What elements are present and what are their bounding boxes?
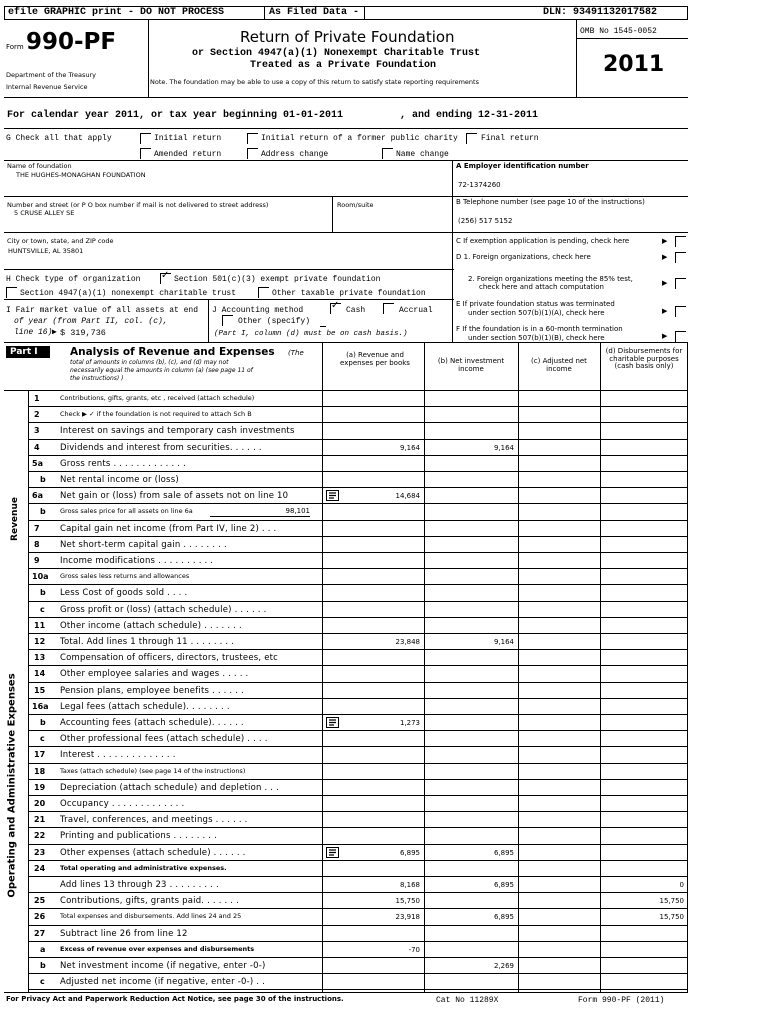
line-number: c xyxy=(40,734,45,744)
section-4947-checkbox[interactable] xyxy=(6,287,17,298)
form-footer: Form 990-PF (2011) xyxy=(578,996,665,1005)
part1-desc-1: total of amounts in columns (b), (c), and (d) may not xyxy=(70,359,229,366)
d1-foreign-checkbox[interactable] xyxy=(675,252,686,263)
accrual-method-label: Accrual xyxy=(399,306,433,315)
name-change-label: Name change xyxy=(396,150,449,159)
d2-foreign-text-2: check here and attach computation xyxy=(479,283,604,291)
amount-a: 1,273 xyxy=(399,719,420,727)
row-divider xyxy=(28,746,688,747)
line-number: b xyxy=(40,961,46,970)
cash-method-checkbox[interactable] xyxy=(330,303,341,314)
part1-title: Analysis of Revenue and Expenses xyxy=(70,346,275,358)
row-divider xyxy=(28,698,688,699)
amount-dd: 15,750 xyxy=(659,897,684,906)
ein-value: 72-1374260 xyxy=(458,181,501,189)
row-divider xyxy=(28,682,688,683)
d1-arrow-icon: ▶ xyxy=(662,253,668,261)
amount-a: 23,848 xyxy=(395,638,420,646)
city-state-zip: HUNTSVILLE, AL 35801 xyxy=(8,247,84,255)
row-divider xyxy=(28,779,688,780)
section-501c3-checkbox[interactable] xyxy=(160,273,171,284)
line-description: Contributions, gifts, grants paid. . . . . . . xyxy=(60,896,240,907)
amount-b: 9,164 xyxy=(493,443,514,452)
amount-a: 14,684 xyxy=(395,492,420,501)
street-address: 5 CRUSE ALLEY SE xyxy=(14,209,75,217)
row-divider xyxy=(28,617,688,618)
h-org-type-label: H Check type of organization xyxy=(6,275,141,284)
amount-a: 9,164 xyxy=(399,443,420,452)
row-divider xyxy=(28,844,688,845)
street-label: Number and street (or P O box number if mail is not delivered to street address) xyxy=(7,201,269,209)
line-description: Add lines 13 through 23 . . . . . . . . . xyxy=(60,880,219,890)
line-description: Total. Add lines 1 through 11 . . . . . . . . xyxy=(60,637,235,647)
line-description: Less Cost of goods sold . . . . xyxy=(60,588,188,599)
line-number: 18 xyxy=(34,766,46,776)
amended-return-label: Amended return xyxy=(154,150,222,159)
col-c-header: (c) Adjusted net income xyxy=(531,357,587,373)
i-fmv-label-2: of year (from Part II, col. (c), xyxy=(14,317,168,326)
row-divider xyxy=(28,649,688,650)
amount-b: 9,164 xyxy=(493,638,514,646)
line-description: Accounting fees (attach schedule). . . . . . xyxy=(60,718,244,728)
line-description: Other employee salaries and wages . . . . . xyxy=(60,669,249,680)
initial-former-checkbox[interactable] xyxy=(247,133,258,144)
other-taxable-label: Other taxable private foundation xyxy=(272,289,426,298)
line-number: 13 xyxy=(34,653,46,663)
city-label: City or town, state, and ZIP code xyxy=(7,237,114,245)
row-divider xyxy=(28,941,688,942)
amount-b: 2,269 xyxy=(493,962,514,970)
row-divider xyxy=(28,439,688,440)
row-divider xyxy=(28,763,688,764)
g-check-label: G Check all that apply xyxy=(6,134,112,143)
line-description: Other income (attach schedule) . . . . . . . xyxy=(60,620,242,631)
line-description: Interest on savings and temporary cash investments xyxy=(60,426,295,437)
line-number: 14 xyxy=(34,669,46,679)
calendar-year-ending: , and ending 12-31-2011 xyxy=(400,110,539,121)
amount-a: 8,168 xyxy=(399,881,420,889)
f-arrow-icon: ▶ xyxy=(662,332,668,340)
expenses-side-label: Operating and Administrative Expenses xyxy=(6,673,18,898)
row-divider xyxy=(28,876,688,877)
row-divider xyxy=(28,471,688,472)
form-number: 990-PF xyxy=(26,29,117,55)
row-divider xyxy=(28,536,688,537)
part1-tag-label: Part I xyxy=(10,347,38,357)
line-number: 20 xyxy=(34,799,46,808)
address-change-label: Address change xyxy=(261,150,329,159)
as-filed-label: As Filed Data - xyxy=(269,7,360,18)
phone-label: B Telephone number (see page 10 of the instructions) xyxy=(456,198,645,206)
catalog-number: Cat No 11289X xyxy=(436,996,499,1005)
i-fmv-label-3: line 16) xyxy=(14,328,53,337)
line-description: Printing and publications . . . . . . . . xyxy=(60,831,218,842)
line-number: 22 xyxy=(34,831,46,841)
row-divider xyxy=(28,552,688,553)
accrual-method-checkbox[interactable] xyxy=(383,303,394,314)
row-divider xyxy=(28,568,688,569)
row-divider xyxy=(28,957,688,958)
final-return-label: Final return xyxy=(481,134,539,143)
form-title: Return of Private Foundation xyxy=(240,28,455,46)
row-divider xyxy=(28,908,688,909)
line-description: Other professional fees (attach schedule) . . . . xyxy=(60,734,268,745)
amended-return-checkbox[interactable] xyxy=(140,148,151,159)
d2-arrow-icon: ▶ xyxy=(662,279,668,287)
row-divider xyxy=(28,633,688,634)
row-divider xyxy=(28,714,688,715)
line-description: Income modifications . . . . . . . . . . xyxy=(60,556,214,566)
e-terminated-text-2: under section 507(b)(1)(A), check here xyxy=(468,309,605,317)
row-divider xyxy=(28,584,688,585)
f-termination-text-1: F If the foundation is in a 60-month termination xyxy=(456,325,623,333)
line-number: b xyxy=(40,507,46,517)
form-subtitle-1: or Section 4947(a)(1) Nonexempt Charitable Trust xyxy=(192,48,481,59)
line-number: 16a xyxy=(32,701,49,711)
initial-former-label: Initial return of a former public charity xyxy=(261,134,458,143)
line-number: 3 xyxy=(34,426,40,436)
e-arrow-icon: ▶ xyxy=(662,307,668,315)
part1-title-note: (The xyxy=(288,349,304,357)
dept-line2: Internal Revenue Service xyxy=(6,83,88,91)
line-number: 23 xyxy=(34,847,46,857)
phone-value: (256) 517 5152 xyxy=(458,217,513,225)
line-number: b xyxy=(40,475,46,484)
other-method-label: Other (specify) xyxy=(238,317,311,326)
d1-foreign-text: D 1. Foreign organizations, check here xyxy=(456,253,591,261)
tax-year: 2011 xyxy=(603,52,665,77)
form-subtitle-2: Treated as a Private Foundation xyxy=(250,60,437,71)
amount-dd: 0 xyxy=(679,881,684,889)
c-arrow-icon: ▶ xyxy=(662,237,668,245)
row-divider xyxy=(28,811,688,812)
foundation-name-label: Name of foundation xyxy=(7,162,72,170)
line-description: Other expenses (attach schedule) . . . . . . xyxy=(60,847,246,858)
j-cash-basis-note: (Part I, column (d) must be on cash basis.) xyxy=(214,330,408,338)
inline-underline xyxy=(210,516,310,517)
line-number: 17 xyxy=(34,750,46,760)
form-word: Form xyxy=(6,43,24,51)
other-taxable-checkbox[interactable] xyxy=(258,287,269,298)
line-description: Net short-term capital gain . . . . . . . . xyxy=(60,539,227,550)
section-501c3-label: Section 501(c)(3) exempt private foundation xyxy=(174,275,381,284)
i-fmv-arrow-icon: ▶ xyxy=(52,328,57,337)
amount-b: 6,895 xyxy=(493,848,514,857)
line-number: 5a xyxy=(32,458,43,468)
foundation-name: THE HUGHES-MONAGHAN FOUNDATION xyxy=(16,171,146,179)
line-description: Capital gain net income (from Part IV, line 2) . . . xyxy=(60,523,277,534)
amount-b: 6,895 xyxy=(493,913,514,922)
f-termination-text-2: under section 507(b)(1)(B), check here xyxy=(468,334,605,342)
line-description: Depreciation (attach schedule) and depletion . . . xyxy=(60,782,280,793)
line-number: 8 xyxy=(34,539,40,549)
line-description: Compensation of officers, directors, trustees, etc xyxy=(60,653,279,664)
line-number: a xyxy=(40,944,46,954)
part1-desc-2: necessarily equal the amounts in column (a) (see page 11 of xyxy=(70,367,253,374)
row-divider xyxy=(28,503,688,504)
e-terminated-text-1: E If private foundation status was terminated xyxy=(456,300,615,308)
line-description: Contributions, gifts, grants, etc , received (attach schedule) xyxy=(60,394,255,402)
line-number: b xyxy=(40,718,46,727)
line-description: Net gain or (loss) from sale of assets not on line 10 xyxy=(60,491,289,502)
line-description: Occupancy . . . . . . . . . . . . . xyxy=(60,799,185,809)
line-description: Subtract line 26 from line 12 xyxy=(60,928,188,939)
amount-dd: 15,750 xyxy=(659,913,684,922)
line-number: 24 xyxy=(34,863,46,873)
calendar-year-line: For calendar year 2011, or tax year beginning 01-01-2011 xyxy=(7,110,344,121)
privacy-notice: For Privacy Act and Paperwork Reduction Act Notice, see page 30 of the instructions. xyxy=(6,995,344,1003)
line-description: Pension plans, employee benefits . . . . . . xyxy=(60,685,244,696)
line-description: Gross sales less returns and allowances xyxy=(60,572,190,581)
dln: DLN: 93491132017582 xyxy=(543,7,658,18)
amount-a: 15,750 xyxy=(395,897,420,906)
d2-foreign-checkbox[interactable] xyxy=(675,278,686,289)
other-method-checkbox[interactable] xyxy=(222,315,233,326)
revenue-side-label: Revenue xyxy=(10,497,20,541)
f-termination-checkbox[interactable] xyxy=(675,331,686,342)
address-change-checkbox[interactable] xyxy=(247,148,258,159)
line-description: Check ▶ ✓ if the foundation is not required to attach Sch B xyxy=(60,410,252,419)
line-description: Travel, conferences, and meetings . . . . . . xyxy=(60,815,248,826)
row-divider xyxy=(28,989,688,990)
room-suite-label: Room/suite xyxy=(337,201,374,209)
row-divider xyxy=(28,422,688,423)
line-number: 26 xyxy=(34,912,46,922)
col-d-header: (d) Disbursements for charitable purposes (cash basis only) xyxy=(605,347,683,371)
row-divider xyxy=(28,973,688,974)
line-number: 25 xyxy=(34,896,46,906)
line-description: Total expenses and disbursements. Add lines 24 and 25 xyxy=(60,912,242,921)
line-description: Total operating and administrative expenses. xyxy=(60,863,227,872)
c-exemption-text: C If exemption application is pending, check here xyxy=(456,237,630,245)
line-description: Gross rents . . . . . . . . . . . . . xyxy=(60,458,186,469)
initial-return-label: Initial return xyxy=(154,134,222,143)
line-number: b xyxy=(40,588,46,598)
line-number: c xyxy=(40,604,45,614)
line-description: Dividends and interest from securities. . . . . . xyxy=(60,442,262,453)
line-number: 15 xyxy=(34,685,46,695)
row-divider xyxy=(28,827,688,828)
part1-desc-3: the instructions) ) xyxy=(70,375,124,382)
amount-a: -70 xyxy=(408,945,420,954)
efile-banner: efile GRAPHIC print - DO NOT PROCESS xyxy=(8,7,225,18)
line-description: Net rental income or (loss) xyxy=(60,475,179,485)
col-a-header: (a) Revenue and expenses per books xyxy=(340,351,410,367)
amount-a: 6,895 xyxy=(399,848,420,857)
col-b-header: (b) Net investment income xyxy=(437,357,505,373)
row-divider xyxy=(28,892,688,893)
line-description: Excess of revenue over expenses and disbursements xyxy=(60,944,255,953)
initial-return-checkbox[interactable] xyxy=(140,133,151,144)
amount-a: 23,918 xyxy=(395,913,420,922)
row-divider xyxy=(28,487,688,488)
line-description: Interest . . . . . . . . . . . . . . xyxy=(60,750,176,761)
line-number: 19 xyxy=(34,782,46,792)
inline-amount: 98,101 xyxy=(285,507,310,516)
amount-b: 6,895 xyxy=(493,881,514,889)
line-number: c xyxy=(40,977,45,987)
form-note: Note. The foundation may be able to use a copy of this return to satisfy state reporting requirements xyxy=(150,78,479,86)
ein-label: A Employer identification number xyxy=(456,162,589,170)
row-divider xyxy=(28,406,688,407)
line-number: 27 xyxy=(34,928,46,938)
line-description: Gross sales price for all assets on line 6a xyxy=(60,507,193,516)
section-4947-label: Section 4947(a)(1) nonexempt charitable trust xyxy=(20,289,237,298)
row-divider xyxy=(28,925,688,926)
line-number: 9 xyxy=(34,556,40,565)
name-change-checkbox[interactable] xyxy=(382,148,393,159)
row-divider xyxy=(28,860,688,861)
line-description: Legal fees (attach schedule). . . . . . . . xyxy=(60,701,230,712)
row-divider xyxy=(28,520,688,521)
line-number: 6a xyxy=(32,491,43,501)
row-divider xyxy=(28,455,688,456)
line-number: 11 xyxy=(34,620,46,630)
line-description: Adjusted net income (if negative, enter -0-) . . xyxy=(60,977,265,988)
line-number: 1 xyxy=(34,394,40,403)
omb-number: OMB No 1545-0052 xyxy=(580,27,657,36)
line-number: 10a xyxy=(32,572,49,582)
e-terminated-checkbox[interactable] xyxy=(675,306,686,317)
j-accounting-label: J Accounting method xyxy=(212,306,304,315)
line-number: 4 xyxy=(34,442,40,452)
line-description: Net investment income (if negative, enter -0-) xyxy=(60,961,266,971)
c-exemption-checkbox[interactable] xyxy=(675,236,686,247)
final-return-checkbox[interactable] xyxy=(466,133,477,144)
line-number: 12 xyxy=(34,637,46,646)
dept-line1: Department of the Treasury xyxy=(6,71,97,79)
d2-foreign-text-1: 2. Foreign organizations meeting the 85% test, xyxy=(468,275,633,283)
row-divider xyxy=(28,665,688,666)
cash-method-label: Cash xyxy=(346,306,366,315)
line-description: Gross profit or (loss) (attach schedule) . . . . . . xyxy=(60,604,267,615)
line-number: 21 xyxy=(34,815,46,825)
line-number: 7 xyxy=(34,523,40,533)
row-divider xyxy=(28,730,688,731)
line-description: Taxes (attach schedule) (see page 14 of the instructions) xyxy=(60,766,246,775)
row-divider xyxy=(28,795,688,796)
i-fmv-label-1: I Fair market value of all assets at end xyxy=(6,306,199,315)
i-fmv-value: $ 319,736 xyxy=(60,328,106,338)
row-divider xyxy=(28,601,688,602)
line-number: 2 xyxy=(34,410,40,420)
